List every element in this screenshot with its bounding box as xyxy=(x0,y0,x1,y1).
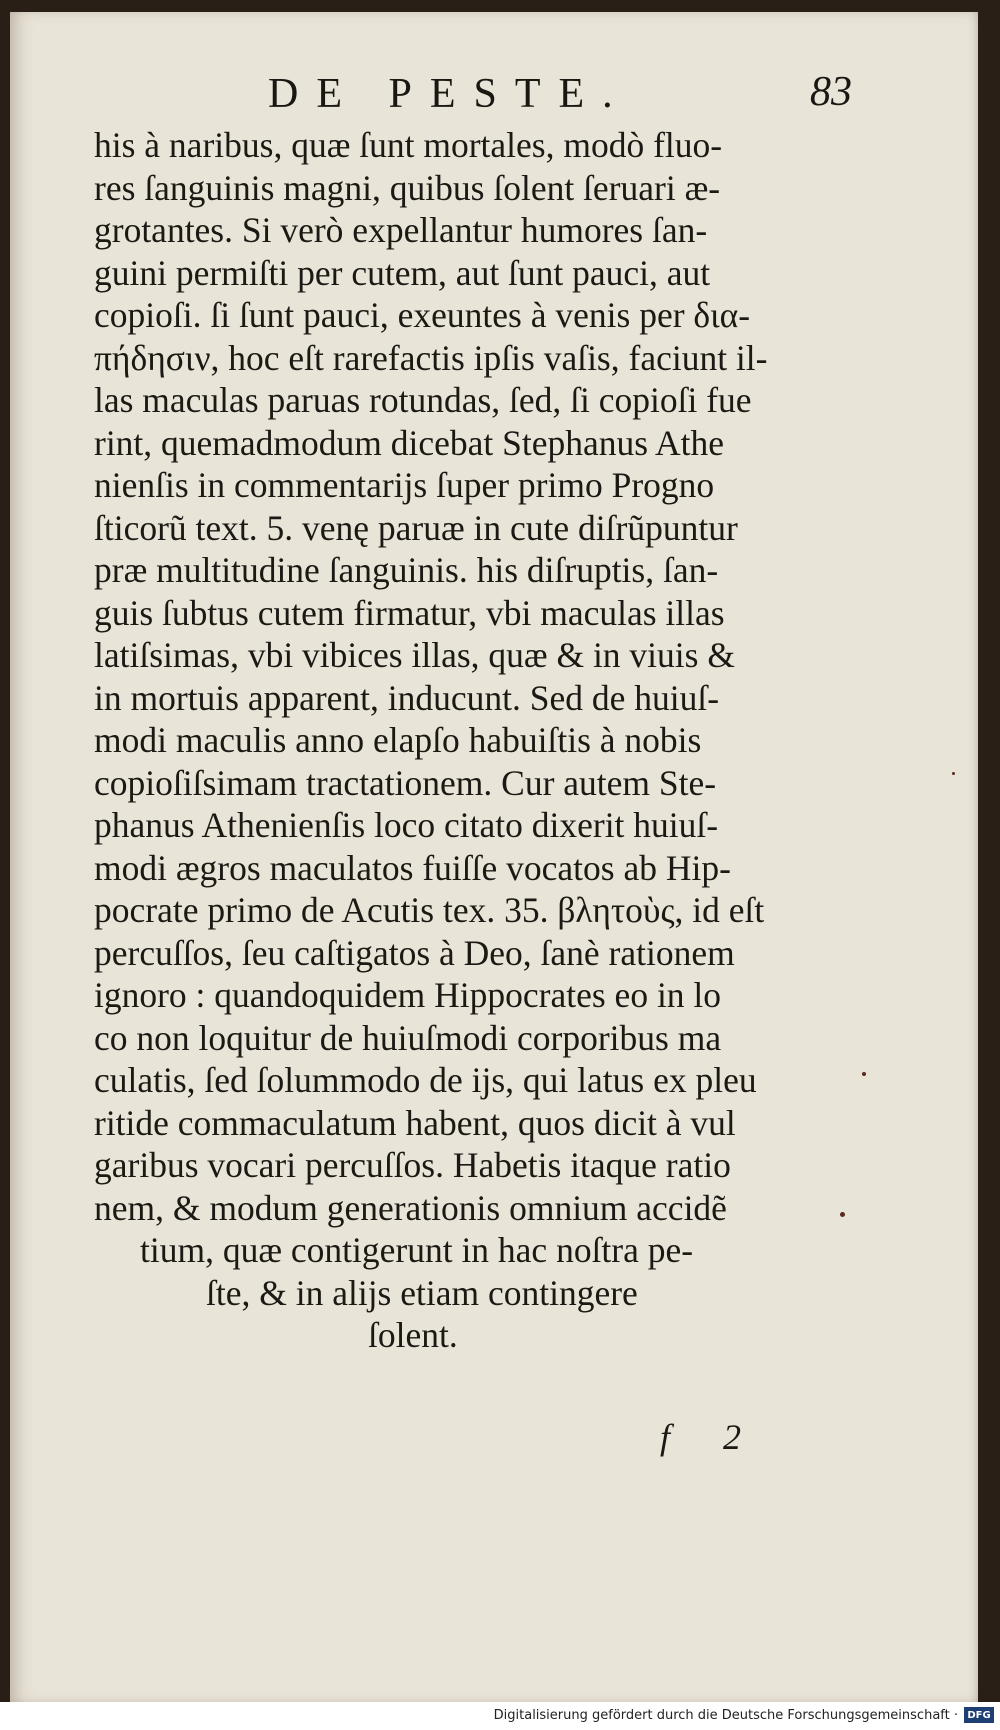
closing-line: ſolent. xyxy=(368,1315,458,1355)
text-line: modi maculis anno elapſo habuiſtis à nobis xyxy=(94,720,702,760)
text-line: πήδησιν, hoc eſt rarefactis ipſis vaſis, faciunt il- xyxy=(94,337,768,378)
text-line: nem, & modum generationis omnium accidẽ xyxy=(94,1187,727,1228)
text-line: his à naribus, quæ ſunt mortales, modò fluo- xyxy=(94,125,723,165)
text-line: grotantes. Si verò expellantur humores ſan- xyxy=(94,210,708,250)
body-text xyxy=(94,124,854,1357)
text-line: nienſis in commentarijs ſuper primo Progno xyxy=(94,465,715,505)
closing-line: ſte, & in alijs etiam contingere xyxy=(206,1272,638,1313)
page-number: 83 xyxy=(810,69,852,115)
closing-line: tium, quæ contigerunt in hac noſtra pe- xyxy=(140,1230,694,1270)
page-header xyxy=(10,68,978,128)
text-line: modi ægros maculatos fuiſſe vocatos ab Hip- xyxy=(94,847,731,888)
text-line: culatis, ſed ſolummodo de ijs, qui latus ex pleu xyxy=(94,1060,757,1100)
ink-spot xyxy=(862,1072,866,1076)
text-line: garibus vocari percuſſos. Habetis itaque ratio xyxy=(94,1145,731,1185)
book-page xyxy=(10,12,978,1702)
text-line: in mortuis apparent, inducunt. Sed de huiuſ- xyxy=(94,677,720,718)
text-line: phanus Athenienſis loco citato dixerit huiuſ- xyxy=(94,805,719,845)
running-title: DE PESTE. xyxy=(268,71,631,117)
dfg-logo-icon: DFG xyxy=(964,1707,994,1723)
text-line: ignoro : quandoquidem Hippocrates eo in lo xyxy=(94,975,722,1015)
text-line: percuſſos, ſeu caſtigatos à Deo, ſanè rationem xyxy=(94,932,735,973)
signature-mark: f 2 xyxy=(660,1417,764,1457)
text-line: rint, quemadmodum dicebat Stephanus Athe xyxy=(94,422,725,463)
text-line: copioſiſsimam tractationem. Cur autem Ste- xyxy=(94,762,717,803)
text-line: ritide commaculatum habent, quos dicit à vul xyxy=(94,1102,736,1143)
digitization-footer xyxy=(0,1702,1000,1730)
text-line: guis ſubtus cutem firmatur, vbi maculas illas xyxy=(94,592,725,633)
text-line: guini permiſti per cutem, aut ſunt pauci, aut xyxy=(94,252,711,293)
text-line: res ſanguinis magni, quibus ſolent ſeruari æ- xyxy=(94,167,721,208)
text-line: las maculas paruas rotundas, ſed, ſi copioſi fue xyxy=(94,380,752,420)
text-line: co non loquitur de huiuſmodi corporibus ma xyxy=(94,1017,722,1058)
text-line: latiſsimas, vbi vibices illas, quæ & in viuis & xyxy=(94,635,735,675)
text-line: copioſi. ſi ſunt pauci, exeuntes à venis per δια- xyxy=(94,295,751,335)
ink-spot xyxy=(840,1212,845,1217)
ink-spot xyxy=(952,772,955,775)
text-line: pocrate primo de Acutis tex. 35. βλητοὺς, id eſt xyxy=(94,890,765,930)
text-line: ſticorũ text. 5. venę paruæ in cute diſrũpuntur xyxy=(94,507,738,548)
funding-credit: Digitalisierung gefördert durch die Deutsche Forschungsgemeinschaft · xyxy=(493,1708,958,1723)
text-line: præ multitudine ſanguinis. his diſruptis, ſan- xyxy=(94,550,719,590)
